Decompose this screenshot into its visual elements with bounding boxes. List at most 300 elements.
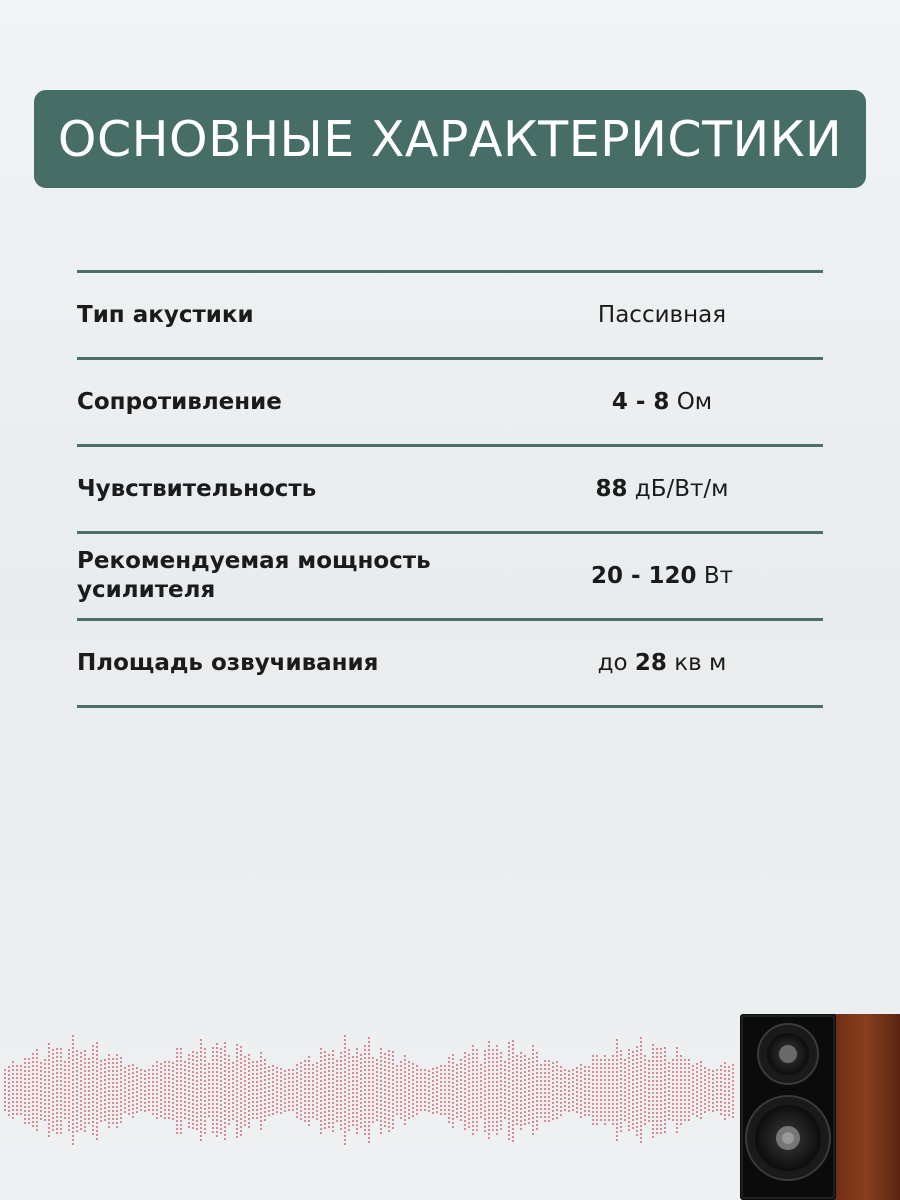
wave-dot xyxy=(64,1117,66,1119)
wave-dot xyxy=(624,1099,626,1101)
wave-dot xyxy=(476,1081,478,1083)
wave-dot xyxy=(216,1091,218,1093)
wave-dot xyxy=(200,1079,202,1081)
wave-dot xyxy=(252,1065,254,1067)
wave-dot xyxy=(512,1040,514,1042)
wave-dot xyxy=(452,1106,454,1108)
wave-dot xyxy=(260,1088,262,1090)
wave-dot xyxy=(272,1065,274,1067)
wave-dot xyxy=(140,1085,142,1087)
wave-dot xyxy=(352,1120,354,1122)
wave-dot xyxy=(520,1120,522,1122)
wave-dot xyxy=(680,1115,682,1117)
wave-dot xyxy=(72,1131,74,1133)
wave-dot xyxy=(224,1122,226,1124)
wave-dot xyxy=(656,1080,658,1082)
wave-dot xyxy=(684,1063,686,1065)
wave-dot xyxy=(596,1095,598,1097)
wave-dot xyxy=(464,1108,466,1110)
wave-dot xyxy=(212,1067,214,1069)
wave-dot xyxy=(424,1085,426,1087)
wave-dot xyxy=(648,1060,650,1062)
wave-dot xyxy=(116,1090,118,1092)
wave-dot xyxy=(340,1116,342,1118)
wave-dot xyxy=(696,1111,698,1113)
wave-dot xyxy=(124,1075,126,1077)
wave-dot xyxy=(172,1062,174,1064)
wave-dot xyxy=(724,1118,726,1120)
wave-dot xyxy=(144,1086,146,1088)
wave-dot xyxy=(708,1105,710,1107)
wave-dot xyxy=(484,1086,486,1088)
wave-dot xyxy=(328,1062,330,1064)
wave-dot xyxy=(520,1080,522,1082)
wave-dot xyxy=(372,1109,374,1111)
wave-dot xyxy=(228,1103,230,1105)
wave-dot xyxy=(700,1077,702,1079)
wave-dot xyxy=(136,1099,138,1101)
wave-dot xyxy=(256,1089,258,1091)
wave-dot xyxy=(652,1080,654,1082)
wave-dot xyxy=(120,1117,122,1119)
wave-dot xyxy=(220,1116,222,1118)
wave-dot xyxy=(684,1071,686,1073)
wave-dot xyxy=(476,1057,478,1059)
wave-dot xyxy=(376,1099,378,1101)
wave-dot xyxy=(532,1105,534,1107)
wave-dot xyxy=(228,1063,230,1065)
wave-dot xyxy=(304,1104,306,1106)
wave-dot xyxy=(448,1073,450,1075)
wave-dot xyxy=(496,1093,498,1095)
wave-dot xyxy=(468,1054,470,1056)
wave-dot xyxy=(240,1090,242,1092)
wave-dot xyxy=(540,1064,542,1066)
wave-dot xyxy=(564,1097,566,1099)
wave-dot xyxy=(208,1079,210,1081)
wave-dot xyxy=(452,1114,454,1116)
wave-dot xyxy=(320,1112,322,1114)
wave-dot xyxy=(380,1104,382,1106)
wave-dot xyxy=(36,1121,38,1123)
wave-dot xyxy=(724,1110,726,1112)
wave-dot xyxy=(216,1047,218,1049)
wave-dot xyxy=(676,1067,678,1069)
wave-dot xyxy=(516,1079,518,1081)
wave-dot xyxy=(672,1115,674,1117)
wave-dot xyxy=(664,1127,666,1129)
wave-dot xyxy=(648,1064,650,1066)
wave-dot xyxy=(400,1077,402,1079)
wave-dot xyxy=(720,1073,722,1075)
wave-dot xyxy=(248,1082,250,1084)
wave-dot xyxy=(560,1066,562,1068)
wave-dot xyxy=(404,1115,406,1117)
wave-dot xyxy=(512,1104,514,1106)
wave-dot xyxy=(56,1052,58,1054)
wave-dot xyxy=(176,1088,178,1090)
wave-dot xyxy=(152,1105,154,1107)
wave-dot xyxy=(40,1066,42,1068)
wave-dot xyxy=(344,1111,346,1113)
wave-dot xyxy=(612,1063,614,1065)
wave-dot xyxy=(624,1079,626,1081)
wave-dot xyxy=(56,1116,58,1118)
wave-dot xyxy=(620,1126,622,1128)
wave-dot xyxy=(592,1079,594,1081)
wave-dot xyxy=(488,1093,490,1095)
wave-dot xyxy=(660,1080,662,1082)
wave-dot xyxy=(152,1101,154,1103)
wave-dot xyxy=(388,1082,390,1084)
wave-dot xyxy=(368,1053,370,1055)
wave-dot xyxy=(172,1114,174,1116)
wave-dot xyxy=(676,1075,678,1077)
wave-dot xyxy=(60,1048,62,1050)
wave-dot xyxy=(48,1127,50,1129)
wave-dot xyxy=(92,1101,94,1103)
wave-dot xyxy=(360,1126,362,1128)
wave-dot xyxy=(244,1124,246,1126)
wave-dot xyxy=(388,1086,390,1088)
wave-dot xyxy=(268,1106,270,1108)
wave-dot xyxy=(684,1091,686,1093)
wave-dot xyxy=(356,1116,358,1118)
wave-dot xyxy=(520,1064,522,1066)
wave-dot xyxy=(448,1081,450,1083)
wave-dot xyxy=(368,1141,370,1143)
wave-dot xyxy=(404,1099,406,1101)
wave-dot xyxy=(448,1117,450,1119)
wave-dot xyxy=(112,1066,114,1068)
wave-dot xyxy=(72,1079,74,1081)
wave-dot xyxy=(320,1108,322,1110)
wave-dot xyxy=(720,1077,722,1079)
wave-dot xyxy=(664,1095,666,1097)
wave-dot xyxy=(500,1124,502,1126)
wave-dot xyxy=(424,1069,426,1071)
wave-dot xyxy=(132,1080,134,1082)
wave-dot xyxy=(696,1063,698,1065)
wave-dot xyxy=(324,1123,326,1125)
wave-dot xyxy=(472,1089,474,1091)
wave-dot xyxy=(648,1100,650,1102)
wave-dot xyxy=(608,1107,610,1109)
wave-dot xyxy=(716,1081,718,1083)
wave-dot xyxy=(180,1080,182,1082)
wave-dot xyxy=(188,1058,190,1060)
wave-dot xyxy=(188,1078,190,1080)
wave-dot xyxy=(432,1096,434,1098)
wave-dot xyxy=(456,1072,458,1074)
wave-dot xyxy=(36,1101,38,1103)
wave-dot xyxy=(592,1119,594,1121)
wave-dot xyxy=(132,1112,134,1114)
wave-dot xyxy=(616,1047,618,1049)
wave-dot xyxy=(328,1082,330,1084)
wave-dot xyxy=(184,1093,186,1095)
wave-dot xyxy=(372,1113,374,1115)
wave-dot xyxy=(548,1072,550,1074)
wave-dot xyxy=(484,1122,486,1124)
wave-dot xyxy=(28,1098,30,1100)
wave-dot xyxy=(612,1067,614,1069)
wave-dot xyxy=(64,1077,66,1079)
wave-dot xyxy=(52,1081,54,1083)
wave-dot xyxy=(92,1129,94,1131)
wave-dot xyxy=(200,1107,202,1109)
wave-dot xyxy=(104,1075,106,1077)
wave-dot xyxy=(652,1056,654,1058)
wave-dot xyxy=(208,1075,210,1077)
wave-dot xyxy=(48,1115,50,1117)
wave-dot xyxy=(400,1109,402,1111)
wave-dot xyxy=(332,1098,334,1100)
wave-dot xyxy=(84,1082,86,1084)
wave-dot xyxy=(472,1073,474,1075)
wave-dot xyxy=(732,1068,734,1070)
wave-dot xyxy=(712,1086,714,1088)
wave-dot xyxy=(676,1047,678,1049)
wave-dot xyxy=(724,1070,726,1072)
wave-dot xyxy=(568,1078,570,1080)
wave-dot xyxy=(552,1062,554,1064)
wave-dot xyxy=(164,1085,166,1087)
wave-dot xyxy=(296,1092,298,1094)
wave-dot xyxy=(368,1105,370,1107)
wave-dot xyxy=(304,1064,306,1066)
wave-dot xyxy=(716,1101,718,1103)
wave-dot xyxy=(580,1100,582,1102)
wave-dot xyxy=(648,1096,650,1098)
wave-dot xyxy=(328,1054,330,1056)
wave-dot xyxy=(348,1081,350,1083)
wave-dot xyxy=(180,1084,182,1086)
wave-dot xyxy=(264,1059,266,1061)
wave-dot xyxy=(352,1104,354,1106)
wave-dot xyxy=(196,1072,198,1074)
wave-dot xyxy=(304,1076,306,1078)
wave-dot xyxy=(528,1102,530,1104)
wave-dot xyxy=(196,1096,198,1098)
wave-dot xyxy=(388,1130,390,1132)
wave-dot xyxy=(140,1109,142,1111)
wave-dot xyxy=(4,1101,6,1103)
wave-dot xyxy=(136,1095,138,1097)
wave-dot xyxy=(340,1080,342,1082)
wave-dot xyxy=(364,1101,366,1103)
wave-dot xyxy=(56,1064,58,1066)
wave-dot xyxy=(392,1095,394,1097)
wave-dot xyxy=(268,1098,270,1100)
wave-dot xyxy=(616,1043,618,1045)
wave-dot xyxy=(164,1077,166,1079)
wave-dot xyxy=(280,1072,282,1074)
wave-dot xyxy=(144,1090,146,1092)
wave-dot xyxy=(424,1097,426,1099)
wave-dot xyxy=(692,1069,694,1071)
wave-dot xyxy=(276,1083,278,1085)
wave-dot xyxy=(624,1119,626,1121)
wave-dot xyxy=(20,1101,22,1103)
wave-dot xyxy=(524,1095,526,1097)
wave-dot xyxy=(116,1086,118,1088)
wave-dot xyxy=(80,1088,82,1090)
wave-dot xyxy=(252,1061,254,1063)
spec-row xyxy=(77,360,823,447)
wave-dot xyxy=(500,1108,502,1110)
wave-dot xyxy=(376,1119,378,1121)
wave-dot xyxy=(240,1114,242,1116)
wave-dot xyxy=(468,1078,470,1080)
wave-dot xyxy=(356,1104,358,1106)
wave-dot xyxy=(520,1108,522,1110)
wave-dot xyxy=(312,1064,314,1066)
wave-dot xyxy=(628,1109,630,1111)
wave-dot xyxy=(236,1092,238,1094)
wave-dot xyxy=(96,1082,98,1084)
wave-dot xyxy=(40,1102,42,1104)
wave-dot xyxy=(612,1083,614,1085)
spec-value-unit: дБ/Вт/м xyxy=(634,476,729,502)
wave-dot xyxy=(496,1133,498,1135)
wave-dot xyxy=(584,1066,586,1068)
wave-dot xyxy=(532,1125,534,1127)
wave-dot xyxy=(180,1048,182,1050)
wave-dot xyxy=(388,1062,390,1064)
wave-dot xyxy=(696,1107,698,1109)
wave-dot xyxy=(184,1105,186,1107)
wave-dot xyxy=(536,1072,538,1074)
wave-dot xyxy=(696,1099,698,1101)
wave-dot xyxy=(552,1082,554,1084)
wave-dot xyxy=(336,1096,338,1098)
wave-dot xyxy=(672,1103,674,1105)
wave-dot xyxy=(364,1077,366,1079)
wave-dot xyxy=(516,1067,518,1069)
wave-dot xyxy=(260,1084,262,1086)
wave-dot xyxy=(76,1090,78,1092)
wave-dot xyxy=(584,1106,586,1108)
wave-dot xyxy=(360,1122,362,1124)
wave-dot xyxy=(348,1077,350,1079)
wave-dot xyxy=(36,1065,38,1067)
wave-dot xyxy=(48,1071,50,1073)
wave-dot xyxy=(456,1064,458,1066)
wave-dot xyxy=(688,1059,690,1061)
wave-dot xyxy=(344,1115,346,1117)
wave-dot xyxy=(244,1084,246,1086)
wave-dot xyxy=(176,1104,178,1106)
wave-dot xyxy=(644,1059,646,1061)
wave-dot xyxy=(472,1105,474,1107)
wave-dot xyxy=(668,1070,670,1072)
wave-dot xyxy=(340,1104,342,1106)
wave-dot xyxy=(212,1063,214,1065)
wave-dot xyxy=(460,1111,462,1113)
wave-dot xyxy=(448,1109,450,1111)
wave-dot xyxy=(616,1063,618,1065)
wave-dot xyxy=(272,1089,274,1091)
wave-dot xyxy=(452,1118,454,1120)
wave-dot xyxy=(380,1068,382,1070)
wave-dot xyxy=(328,1098,330,1100)
wave-dot xyxy=(580,1064,582,1066)
wave-dot xyxy=(140,1069,142,1071)
wave-dot xyxy=(332,1106,334,1108)
wave-dot xyxy=(8,1090,10,1092)
wave-dot xyxy=(348,1093,350,1095)
wave-dot xyxy=(688,1063,690,1065)
wave-dot xyxy=(40,1106,42,1108)
wave-dot xyxy=(408,1101,410,1103)
wave-dot xyxy=(332,1074,334,1076)
wave-dot xyxy=(232,1114,234,1116)
wave-dot xyxy=(496,1061,498,1063)
wave-dot xyxy=(516,1103,518,1105)
wave-dot xyxy=(368,1113,370,1115)
wave-dot xyxy=(292,1101,294,1103)
wave-dot xyxy=(148,1073,150,1075)
wave-dot xyxy=(456,1080,458,1082)
wave-dot xyxy=(412,1115,414,1117)
wave-dot xyxy=(120,1061,122,1063)
wave-dot xyxy=(248,1102,250,1104)
wave-dot xyxy=(536,1096,538,1098)
wave-dot xyxy=(192,1115,194,1117)
wave-dot xyxy=(228,1079,230,1081)
wave-dot xyxy=(128,1089,130,1091)
wave-dot xyxy=(488,1137,490,1139)
wave-dot xyxy=(408,1117,410,1119)
wave-dot xyxy=(24,1098,26,1100)
wave-dot xyxy=(180,1104,182,1106)
wave-dot xyxy=(360,1082,362,1084)
wave-dot xyxy=(688,1095,690,1097)
wave-dot xyxy=(44,1079,46,1081)
wave-dot xyxy=(12,1105,14,1107)
wave-dot xyxy=(692,1097,694,1099)
wave-dot xyxy=(84,1118,86,1120)
wave-dot xyxy=(640,1117,642,1119)
wave-dot xyxy=(508,1114,510,1116)
wave-dot xyxy=(492,1117,494,1119)
wave-dot xyxy=(456,1100,458,1102)
wave-dot xyxy=(236,1076,238,1078)
wave-dot xyxy=(616,1091,618,1093)
wave-dot xyxy=(700,1081,702,1083)
wave-dot xyxy=(548,1100,550,1102)
wave-dot xyxy=(644,1099,646,1101)
wave-dot xyxy=(192,1095,194,1097)
wave-dot xyxy=(240,1046,242,1048)
wave-dot xyxy=(440,1089,442,1091)
wave-dot xyxy=(60,1128,62,1130)
wave-dot xyxy=(128,1069,130,1071)
wave-dot xyxy=(8,1098,10,1100)
wave-dot xyxy=(288,1093,290,1095)
wave-dot xyxy=(448,1061,450,1063)
wave-dot xyxy=(388,1126,390,1128)
wave-dot xyxy=(584,1102,586,1104)
wave-dot xyxy=(84,1110,86,1112)
wave-dot xyxy=(4,1085,6,1087)
wave-dot xyxy=(512,1120,514,1122)
wave-dot xyxy=(336,1064,338,1066)
wave-dot xyxy=(508,1122,510,1124)
wave-dot xyxy=(168,1085,170,1087)
wave-dot xyxy=(152,1109,154,1111)
